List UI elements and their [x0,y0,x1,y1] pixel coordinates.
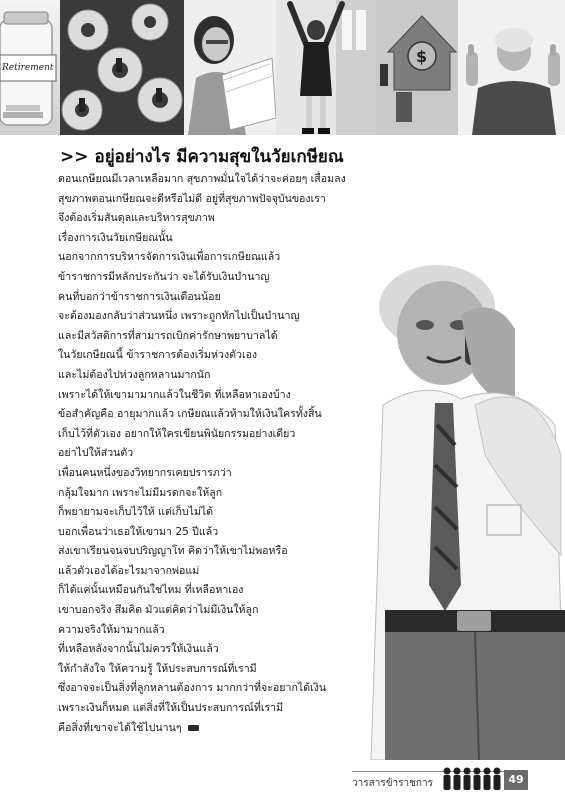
body-line-last [58,719,388,739]
body-line: ความจริงให้มามากแล้ว [58,623,165,636]
body-line: คนที่บอกว่าข้าราชการเงินเดือนน้อย [58,290,221,303]
body-line: ตอนเกษียณมีเวลาเหลือมาก สุขภาพมั่นใจได้ว่าจะค่อยๆ เสื่อมลง [58,173,346,185]
people-silhouettes-icon [442,766,508,792]
magazine-name: วารสารข้าราชการ [352,778,433,789]
body-line: กลุ้มใจมาก เพราะไม่มีมรดกจะให้ลูก [58,486,223,499]
body-line: จึงต้องเริ่มสันดุลและบริหารสุขภาพ [58,212,215,225]
retirement-jar-photo [0,0,60,135]
elderly-man-phone-photo [365,255,565,760]
page-footer [0,760,565,809]
end-of-article-icon [188,725,199,731]
article-body [58,170,388,738]
title-chevrons: >> [60,147,89,167]
body-line: และไม่ต้องไปห่วงลูกหลานมากนัก [58,368,211,381]
body-line: ให้กำลังใจ ให้ความรู้ ให้ประสบการณ์ที่เรามี [58,662,257,675]
body-line: เพราะเงินก็หมด แต่สิ่งที่ให้เป็นประสบการณ์ที่เรามี [58,702,284,715]
jar-label: Retirement [2,63,54,73]
body-line: อย่าไปให้ส่วนตัว [58,447,134,460]
body-line: สุขภาพตอนเกษียณจะดีหรือไม่ดี อยู่ที่สุขภาพปัจจุบันของเรา [58,192,326,205]
body-line: บอกเพื่อนว่าเธอให้เขามา 25 ปีแล้ว [58,525,219,538]
woman-arms-raised-photo [276,0,376,135]
body-line: ก็พยายามจะเก็บไว้ให้ แต่เก็บไม่ได้ [58,506,214,519]
woman-reading-photo [184,0,276,135]
body-line: ก็ได้แค่นั้นเหมือนกันใช่ไหม ที่เหลือหาเอง [58,584,244,597]
body-line: แล้วตัวเองได้อะไรมาจากพ่อแม่ [58,564,200,577]
body-line: นอกจากการบริหารจัดการเงินเพื่อการเกษียณแล้ว [58,251,281,264]
body-line: ส่งเขาเรียนจนจบปริญญาโท คิดว่าให้เขาไม่พอหรือ [58,545,288,558]
gears-running-man-photo [60,0,184,135]
svg-text:$: $ [416,47,428,66]
body-line: ที่เหลือหลังจากนั้นไม่ควรให้เงินแล้ว [58,643,219,656]
body-line: เพื่อนคนหนึ่งของวิทยากรเคยปรารภว่า [58,466,232,479]
body-line: ซึ่งอาจจะเป็นสิ่งที่ลูกหลานต้องการ มากกว่าที่จะอยากได้เงิน [58,682,327,695]
body-line: เพราะได้ให้เขามามากแล้วในชีวิต ที่เหลือหาเองบ้าง [58,388,291,401]
body-line: ข้าราชการมีหลักประกันว่า จะได้รับเงินบำนาญ [58,270,270,283]
body-line: จะต้องมองกลับว่าส่วนหนึ่ง เพราะถูกหักไปเป็นบำนาญ [58,310,300,323]
photo-strip [0,0,565,135]
page-number: 49 [504,770,528,790]
body-line: และมีสวัสดิการที่สามารถเบิกค่ารักษาพยาบาลได้ [58,329,278,342]
body-line: เรื่องการเงินวัยเกษียณนั้น [58,231,173,244]
body-line: ในวัยเกษียณนี้ ข้าราชการต้องเริ่มห่วงตัวเอง [58,349,258,362]
house-coin-photo [376,0,458,135]
article-title [60,143,480,170]
elderly-woman-thumbs-up-photo [458,0,565,135]
body-line: เก็บไว้ที่ตัวเอง อยากให้ใครเขียนพินัยกรรมอย่างเดียว [58,427,296,440]
body-line: เขาบอกจริง สึมคิด มัวแต่คิดว่าไม่มีเงินให้ลูก [58,604,259,617]
body-line: ข้อสำคัญคือ อายุมากแล้ว เกษียณแล้วห้ามให้เงินใครทั้งสิ้น [58,408,322,421]
title-text: อยู่อย่างไร มีความสุขในวัยเกษียณ [94,147,344,167]
body-line-text: คือสิ่งที่เขาจะได้ใช้ไปนานๆ [58,721,182,734]
